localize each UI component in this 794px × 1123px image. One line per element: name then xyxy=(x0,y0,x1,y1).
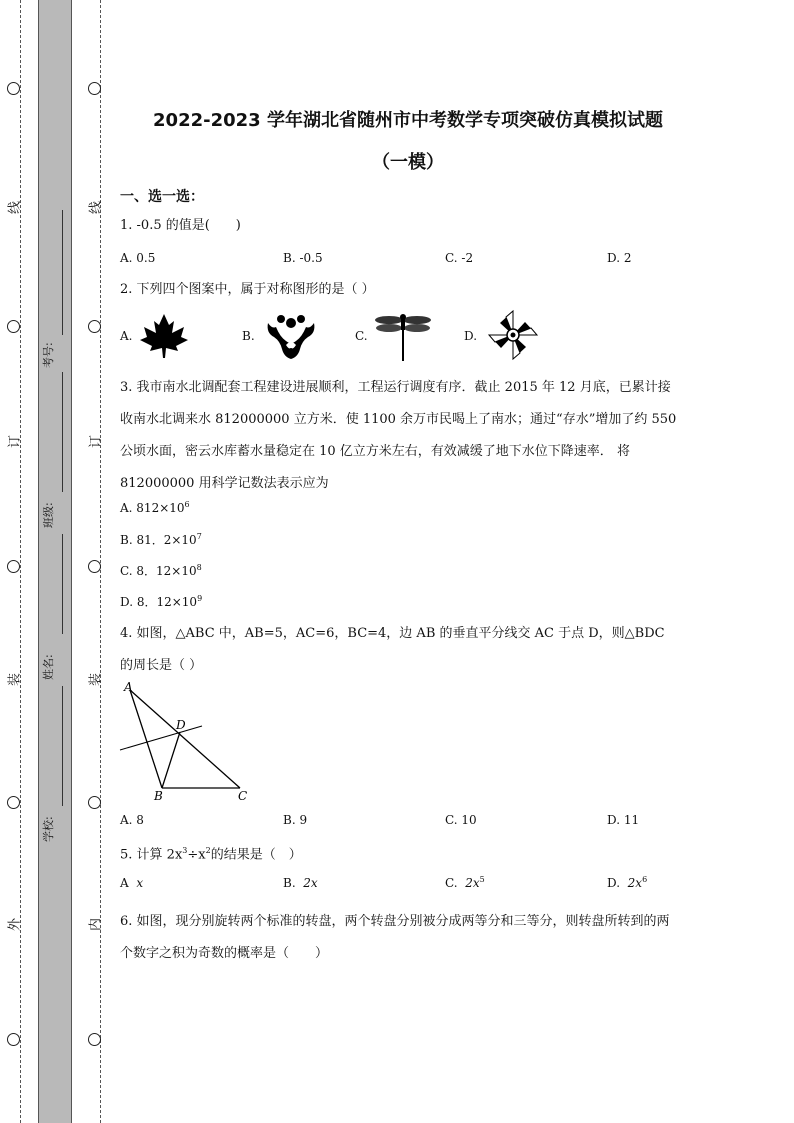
q4-option-d[interactable]: D. 11 xyxy=(607,813,640,827)
q5-option-d-label: D. xyxy=(607,876,621,890)
q3-option-a[interactable] xyxy=(120,500,190,515)
q2-option-d[interactable]: D. xyxy=(464,329,478,343)
q5-stem-post: 的结果是（ ） xyxy=(210,847,302,863)
page-title: 2022-2023 学年湖北省随州市中考数学专项突破仿真模拟试题 xyxy=(153,110,663,131)
q3-option-d[interactable] xyxy=(120,593,202,610)
q5-stem-pre: 5. 计算 2x xyxy=(120,847,183,863)
school-label: 学校: xyxy=(42,816,55,842)
q4-option-a[interactable]: A. 8 xyxy=(120,813,144,827)
label-d: D xyxy=(176,718,186,732)
q3-option-b-exp: 7 xyxy=(196,532,202,541)
q3-option-c[interactable] xyxy=(120,562,202,579)
question-6-stem: 6. 如图，现分别旋转两个标准的转盘，两个转盘分别被分成两等分和三等分，则转盘所转到的两个数字之积为奇数的概率是（ ） xyxy=(120,914,670,961)
binding-hole xyxy=(88,82,101,95)
triangle-figure xyxy=(118,678,254,804)
q2-option-a[interactable]: A. xyxy=(120,329,133,343)
q5-option-c-expr: 2x xyxy=(465,876,480,890)
outer-cut-line xyxy=(20,0,21,1123)
binding-hole xyxy=(88,320,101,333)
q1-option-b[interactable]: B. -0.5 xyxy=(283,251,323,265)
question-5-stem xyxy=(120,841,302,865)
binding-hole xyxy=(7,796,20,809)
q5-option-b-label: B. xyxy=(283,876,296,890)
q5-option-d-expr: 2x xyxy=(627,876,643,890)
q3-option-d-base: D. 8．12×10 xyxy=(120,595,198,609)
q5-option-c[interactable] xyxy=(445,875,485,890)
margin-char: 线 xyxy=(7,201,23,215)
binding-hole xyxy=(88,560,101,573)
binding-hole xyxy=(7,1033,20,1046)
name-label: 姓名: xyxy=(42,654,55,680)
q5-option-a-expr: x xyxy=(136,876,144,890)
q5-stem-mid: ÷x xyxy=(187,847,206,863)
binding-hole xyxy=(7,560,20,573)
margin-char: 内 xyxy=(88,918,104,932)
question-3-stem: 3. 我市南水北调配套工程建设进展顺利，工程运行调度有序．截止 2015 年 12 月底，已累计接收南水北调来水 812000000 立方米．使 1100 余万市民喝上了南水；通过“存水”增加了约 550 公顷水面，密云水库蓄水量稳定在 10 亿立方米左右，有效减缓了地下水位下降速率． 将 812000000 用科学记数法表示应为 xyxy=(120,380,677,491)
school-field[interactable] xyxy=(62,686,63,806)
class-field[interactable] xyxy=(62,372,63,492)
q5-option-d[interactable] xyxy=(607,875,647,890)
q5-option-a[interactable] xyxy=(120,875,143,890)
q2-option-c[interactable]: C. xyxy=(355,329,368,343)
question-4-stem: 4. 如图，△ABC 中，AB=5，AC=6，BC=4，边 AB 的垂直平分线交 AC 于点 D，则△BDC 的周长是（ ） xyxy=(120,626,665,673)
page-subtitle: （一模） xyxy=(372,152,444,173)
q5-option-c-exp: 5 xyxy=(479,875,485,884)
q3-option-a-exp: 6 xyxy=(184,500,190,509)
q3-option-d-exp: 9 xyxy=(197,594,203,603)
margin-char: 装 xyxy=(7,673,23,687)
maple-leaf-icon xyxy=(139,313,189,359)
class-label: 班级: xyxy=(42,502,55,528)
margin-char: 线 xyxy=(88,201,104,215)
q5-option-a-label: A xyxy=(120,876,129,890)
label-a: A xyxy=(124,680,133,694)
q3-option-b[interactable] xyxy=(120,531,202,548)
q3-option-c-exp: 8 xyxy=(196,563,202,572)
dragonfly-icon xyxy=(374,310,432,362)
exam-number-field[interactable] xyxy=(62,210,63,335)
q5-option-d-exp: 6 xyxy=(642,875,648,884)
q4-option-b[interactable]: B. 9 xyxy=(283,813,308,827)
margin-char: 外 xyxy=(7,918,23,932)
q2-option-b[interactable]: B. xyxy=(242,329,255,343)
q3-option-a-base: A. 812×10 xyxy=(120,501,185,515)
q1-option-d[interactable]: D. 2 xyxy=(607,251,632,265)
q3-option-c-base: C. 8．12×10 xyxy=(120,564,197,578)
q1-option-a[interactable]: A. 0.5 xyxy=(120,251,156,265)
q5-option-b[interactable] xyxy=(283,875,318,890)
exam-number-label: 考号: xyxy=(42,342,55,368)
q4-option-c[interactable]: C. 10 xyxy=(445,813,477,827)
binding-strip xyxy=(38,0,72,1123)
label-c: C xyxy=(238,789,248,803)
binding-hole xyxy=(88,1033,101,1046)
lotus-emblem-icon xyxy=(262,311,320,361)
q1-option-c[interactable]: C. -2 xyxy=(445,251,474,265)
binding-hole xyxy=(7,82,20,95)
section-heading: 一、选一选： xyxy=(120,189,204,205)
margin-char: 装 xyxy=(88,673,104,687)
q5-stem-exp2: 2 xyxy=(205,846,211,855)
margin-char: 订 xyxy=(88,435,104,449)
inner-cut-line xyxy=(100,0,101,1123)
q5-option-b-expr: 2x xyxy=(303,876,318,890)
question-1-stem: 1. -0.5 的值是( ) xyxy=(120,218,241,233)
binding-hole xyxy=(7,320,20,333)
binding-hole xyxy=(88,796,101,809)
margin-char: 订 xyxy=(7,435,23,449)
q5-option-c-label: C. xyxy=(445,876,458,890)
pinwheel-icon xyxy=(486,309,540,361)
label-b: B xyxy=(154,789,163,803)
name-field[interactable] xyxy=(62,534,63,634)
q3-option-b-base: B. 81．2×10 xyxy=(120,533,197,547)
q5-stem-exp1: 3 xyxy=(182,846,188,855)
question-2-stem: 2. 下列四个图案中，属于对称图形的是（ ） xyxy=(120,282,375,297)
